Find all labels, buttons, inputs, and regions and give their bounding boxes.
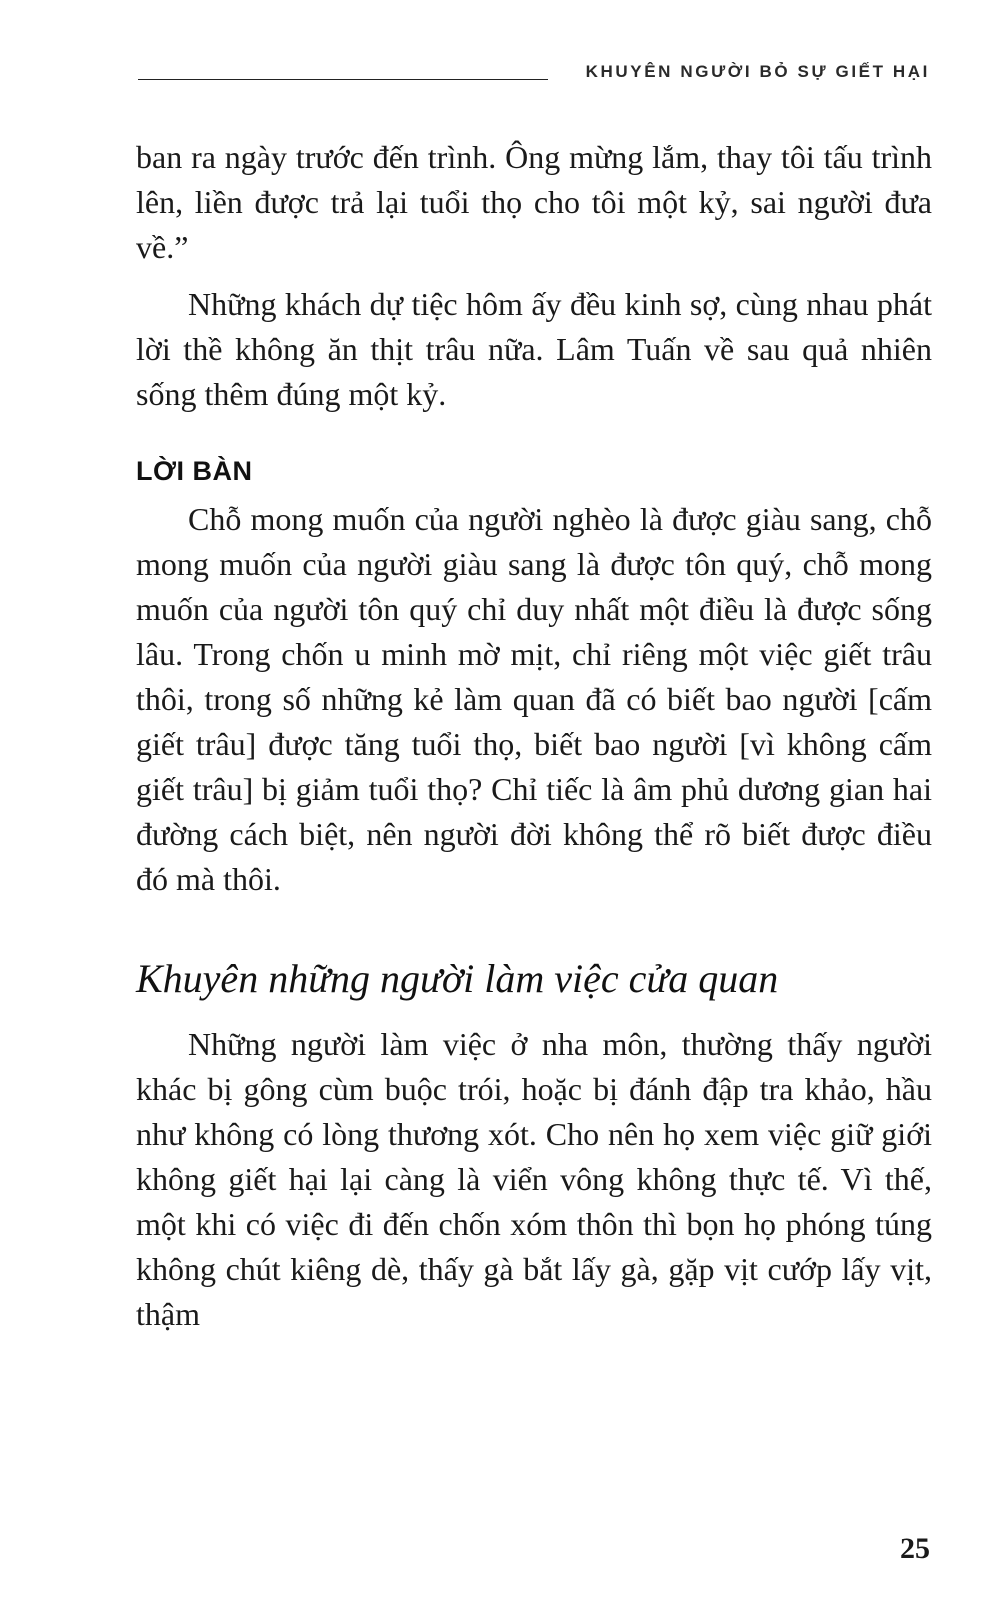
running-header bbox=[138, 62, 930, 86]
header-rule bbox=[138, 79, 548, 80]
commentary-heading: LỜI BÀN bbox=[136, 456, 253, 486]
chapter-paragraph: Những người làm việc ở nha môn, thường thấy người khác bị gông cùm buộc trói, hoặc bị đánh đập tra khảo, hầu như không có lòng thương xót. Cho nên họ xem việc giữ giới không giết hại lại càng là viển vông không thực tế. Vì thế, một khi có việc đi đến chốn xóm thôn thì bọn họ phóng túng không chút kiêng dè, thấy gà bắt lấy gà, gặp vịt cướp lấy vịt, thậm bbox=[136, 1026, 932, 1332]
commentary-paragraph: Chỗ mong muốn của người nghèo là được giàu sang, chỗ mong muốn của người giàu sang là được tôn quý, chỗ mong muốn của người tôn quý chỉ duy nhất một điều là được sống lâu. Trong chốn u minh mờ mịt, chỉ riêng một việc giết trâu thôi, trong số những kẻ làm quan đã có biết bao người [cấm giết trâu] được tăng tuổi thọ, biết bao người [vì không cấm giết trâu] bị giảm tuổi thọ? Chỉ tiếc là âm phủ dương gian hai đường cách biệt, nên người đời không thể rõ biết được điều đó mà thôi. bbox=[136, 501, 932, 897]
chapter-title: Khuyên những người làm việc cửa quan bbox=[136, 956, 779, 1001]
paragraph-continued: ban ra ngày trước đến trình. Ông mừng lắm, thay tôi tấu trình lên, liền được trả lại tuổi thọ cho tôi một kỷ, sai người đưa về.” bbox=[136, 139, 932, 265]
page-body bbox=[136, 135, 932, 1337]
page-number: 25 bbox=[900, 1532, 930, 1565]
paragraph: Những khách dự tiệc hôm ấy đều kinh sợ, cùng nhau phát lời thề không ăn thịt trâu nữa. Lâm Tuấn về sau quả nhiên sống thêm đúng một kỷ. bbox=[136, 286, 932, 412]
running-header-title: KHUYÊN NGƯỜI BỎ SỰ GIẾT HẠI bbox=[585, 62, 930, 81]
